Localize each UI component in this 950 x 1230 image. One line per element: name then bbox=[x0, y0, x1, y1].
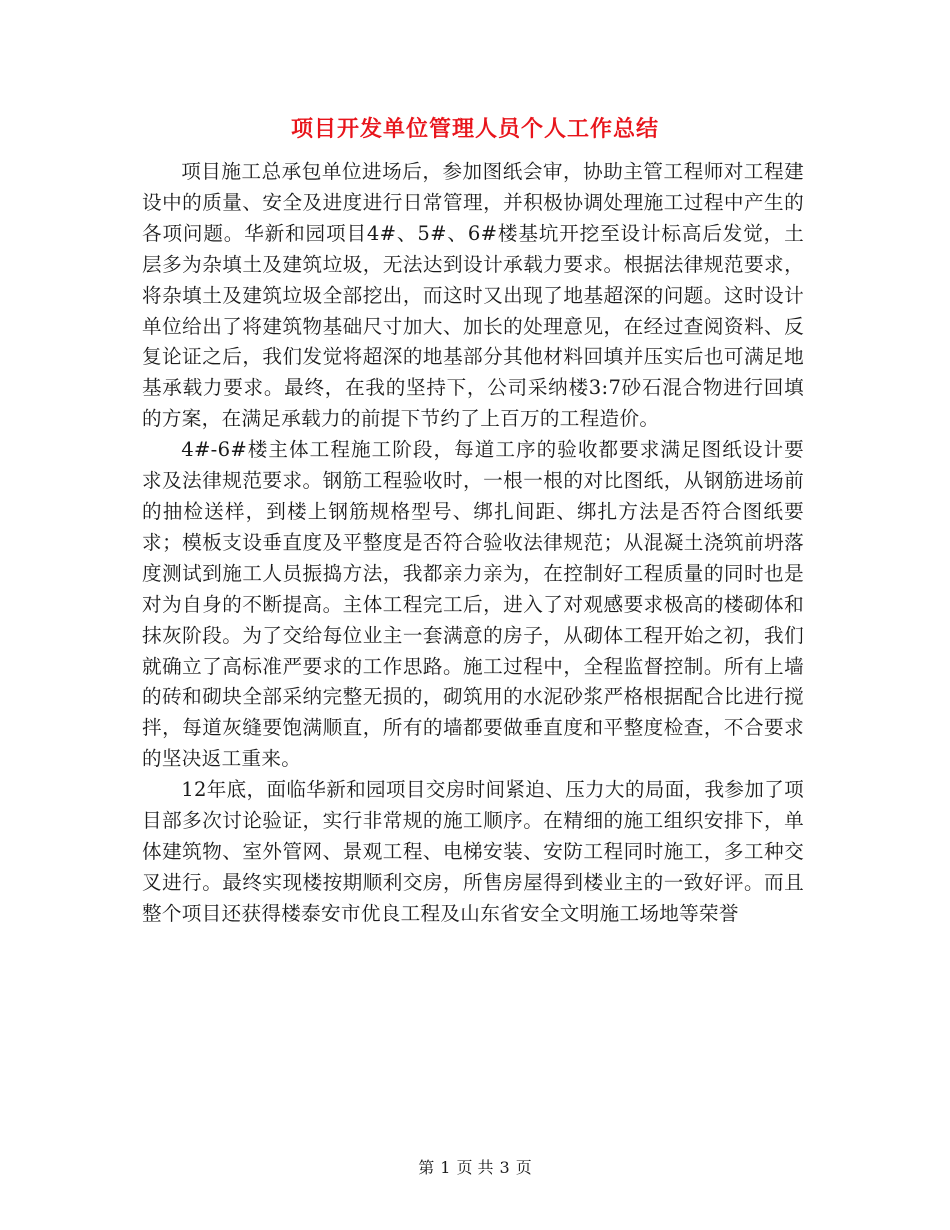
paragraph-3: 12年底，面临华新和园项目交房时间紧迫、压力大的局面，我参加了项目部多次讨论验证，实行非常规的施工顺序。在精细的施工组织安排下，单体建筑物、室外管网、景观工程、电梯安装、安防工程同时施工，多工种交叉进行。最终实现楼按期顺利交房，所售房屋得到楼业主的一致好评。而且整个项目还获得楼泰安市优良工程及山东省安全文明施工场地等荣誉 bbox=[142, 778, 804, 925]
document-body bbox=[142, 157, 804, 930]
paragraph-1: 项目施工总承包单位进场后，参加图纸会审，协助主管工程师对工程建设中的质量、安全及进度进行日常管理，并积极协调处理施工过程中产生的各项问题。华新和园项目4#、5#、6#楼基坑开挖至设计标高后发觉，土层多为杂填土及建筑垃圾，无法达到设计承载力要求。根据法律规范要求，将杂填土及建筑垃圾全部挖出，而这时又出现了地基超深的问题。这时设计单位给出了将建筑物基础尺寸加大、加长的处理意见，在经过查阅资料、反复论证之后，我们发觉将超深的地基部分其他材料回填并压实后也可满足地基承载力要求。最终，在我的坚持下，公司采纳楼3:7砂石混合物进行回填的方案，在满足承载力的前提下节约了上百万的工程造价。 bbox=[142, 160, 804, 431]
footer-total-pages: 3 bbox=[499, 1158, 510, 1177]
footer-middle: 页 共 bbox=[456, 1158, 494, 1177]
footer-page-number: 1 bbox=[440, 1158, 451, 1177]
footer-suffix: 页 bbox=[515, 1158, 532, 1177]
document-title: 项目开发单位管理人员个人工作总结 bbox=[290, 117, 659, 142]
footer-prefix: 第 bbox=[418, 1158, 435, 1177]
paragraph-2: 4#-6#楼主体工程施工阶段，每道工序的验收都要求满足图纸设计要求及法律规范要求。钢筋工程验收时，一根一根的对比图纸，从钢筋进场前的抽检送样，到楼上钢筋规格型号、绑扎间距、绑扎方法是否符合图纸要求；模板支设垂直度及平整度是否符合验收法律规范；从混凝土浇筑前坍落度测试到施工人员振捣方法，我都亲力亲为，在控制好工程质量的同时也是对为自身的不断提高。主体工程完工后，进入了对观感要求极高的楼砌体和抹灰阶段。为了交给每位业主一套满意的房子，从砌体工程开始之初，我们就确立了高标准严要求的工作思路。施工过程中，全程监督控制。所有上墙的砖和砌块全部采纳完整无损的，砌筑用的水泥砂浆严格根据配合比进行搅拌，每道灰缝要饱满顺直，所有的墙都要做垂直度和平整度检查，不合要求的坚决返工重来。 bbox=[142, 438, 804, 771]
page-footer bbox=[0, 1155, 950, 1178]
